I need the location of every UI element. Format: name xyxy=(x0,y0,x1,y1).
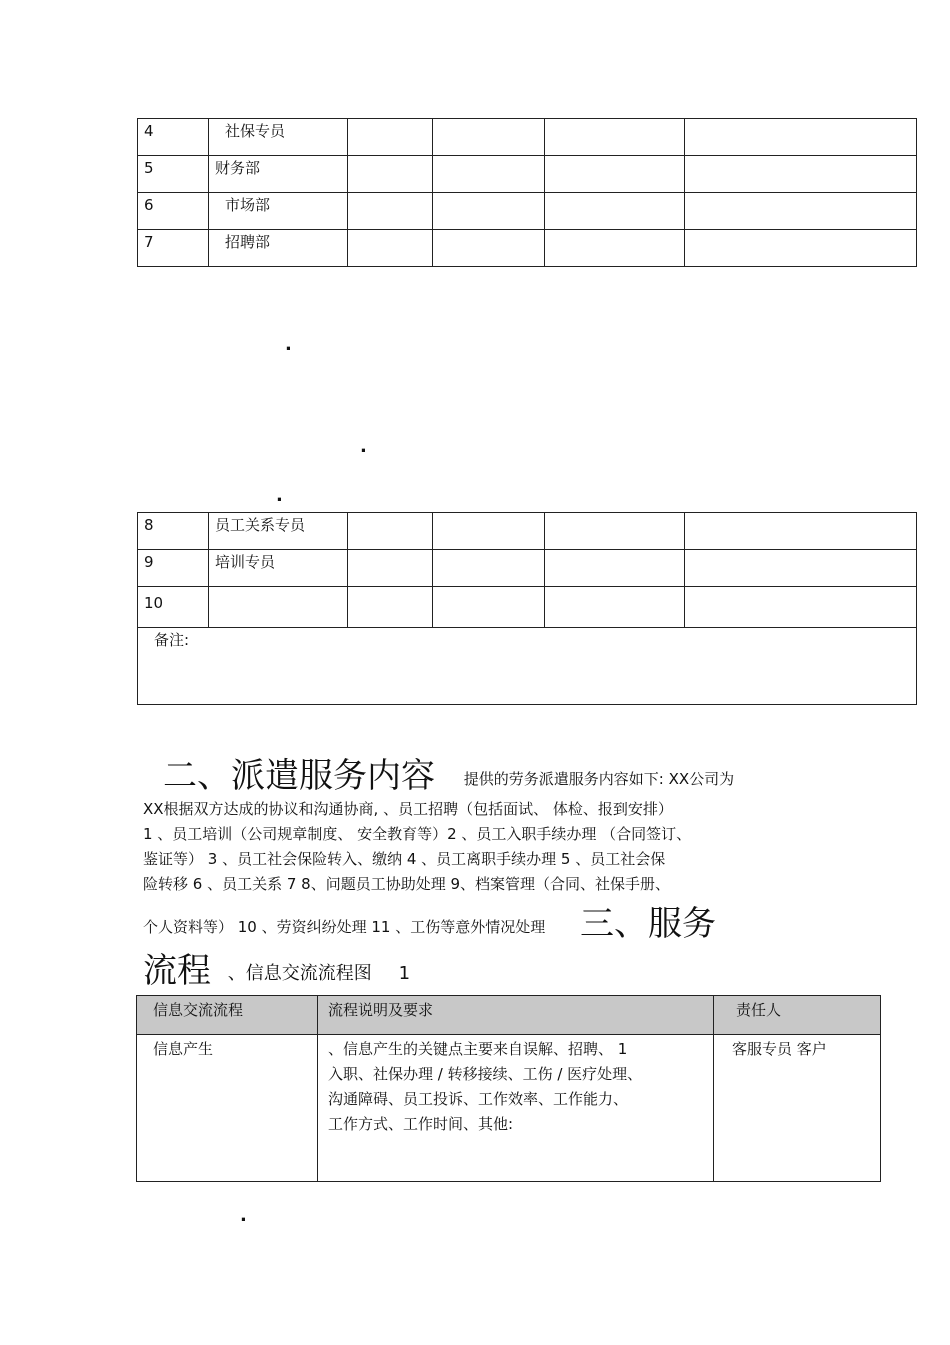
flow-description xyxy=(318,1035,714,1182)
page-dot: . xyxy=(285,334,292,355)
note-label: 备注: xyxy=(138,628,917,705)
staff-table-bottom xyxy=(137,512,917,705)
department-name: 社保专员 xyxy=(209,119,348,156)
section-heading: 流程 xyxy=(143,951,211,991)
paragraph-line: XX根据双方达成的协议和沟通协商, 、员工招聘（包括面试、 体检、报到安排） xyxy=(143,800,673,818)
row-number: 9 xyxy=(138,550,209,587)
row-number: 4 xyxy=(138,119,209,156)
table-row xyxy=(138,587,917,628)
staff-table-top xyxy=(137,118,917,267)
paragraph-line: 鉴证等） 3 、员工社会保险转入、缴纳 4 、员工离职手续办理 5 、员工社会保 xyxy=(143,850,666,868)
column-header: 责任人 xyxy=(714,996,881,1035)
row-number: 5 xyxy=(138,156,209,193)
section-heading: 二、派遣服务内容 xyxy=(163,756,435,796)
paragraph-line: 个人资料等） 10 、劳资纠纷处理 11 、工伤等意外情况处理 xyxy=(143,918,546,936)
department-name: 员工关系专员 xyxy=(209,513,348,550)
department-name: 培训专员 xyxy=(209,550,348,587)
row-number: 8 xyxy=(138,513,209,550)
paragraph-line: 提供的劳务派遣服务内容如下: XX公司为 xyxy=(463,770,735,788)
description-line: 工作方式、工作时间、其他: xyxy=(328,1115,514,1133)
table-row xyxy=(138,156,917,193)
note-row xyxy=(138,628,917,705)
table-row xyxy=(137,1035,881,1182)
page-dot: . xyxy=(276,485,283,506)
page-dot: . xyxy=(240,1205,247,1226)
table-row xyxy=(138,230,917,267)
department-name: 招聘部 xyxy=(209,230,348,267)
flow-owner: 客服专员 客户 xyxy=(714,1035,881,1182)
table-row xyxy=(138,119,917,156)
info-flow-table xyxy=(136,995,881,1182)
column-header: 流程说明及要求 xyxy=(318,996,714,1035)
department-name: 财务部 xyxy=(209,156,348,193)
paragraph-line: 险转移 6 、员工关系 7 8、问题员工协助处理 9、档案管理（合同、社保手册、 xyxy=(143,875,671,893)
department-name xyxy=(209,587,348,628)
paragraph-line: 1 、员工培训（公司规章制度、 安全教育等）2 、员工入职手续办理 （合同签订、 xyxy=(143,825,692,843)
page-dot: . xyxy=(360,436,367,457)
table-row xyxy=(138,193,917,230)
table-row xyxy=(138,513,917,550)
row-number: 6 xyxy=(138,193,209,230)
department-name: 市场部 xyxy=(209,193,348,230)
flow-stage: 信息产生 xyxy=(137,1035,318,1182)
column-header: 信息交流流程 xyxy=(137,996,318,1035)
row-number: 7 xyxy=(138,230,209,267)
section-heading: 三、服务 xyxy=(580,904,717,944)
table-header-row xyxy=(137,996,881,1035)
flowchart-subtitle: 、信息交流流程图 xyxy=(227,963,372,984)
table-row xyxy=(138,550,917,587)
description-line: 、信息产生的关键点主要来自误解、招聘、 1 xyxy=(328,1040,628,1058)
row-number: 10 xyxy=(138,587,209,628)
service-content-paragraph xyxy=(143,755,823,993)
description-line: 沟通障碍、员工投诉、工作效率、工作能力、 xyxy=(328,1090,629,1108)
description-line: 入职、社保办理 / 转移接续、工伤 / 医疗处理、 xyxy=(328,1065,643,1083)
flowchart-number: 1 xyxy=(398,963,411,984)
